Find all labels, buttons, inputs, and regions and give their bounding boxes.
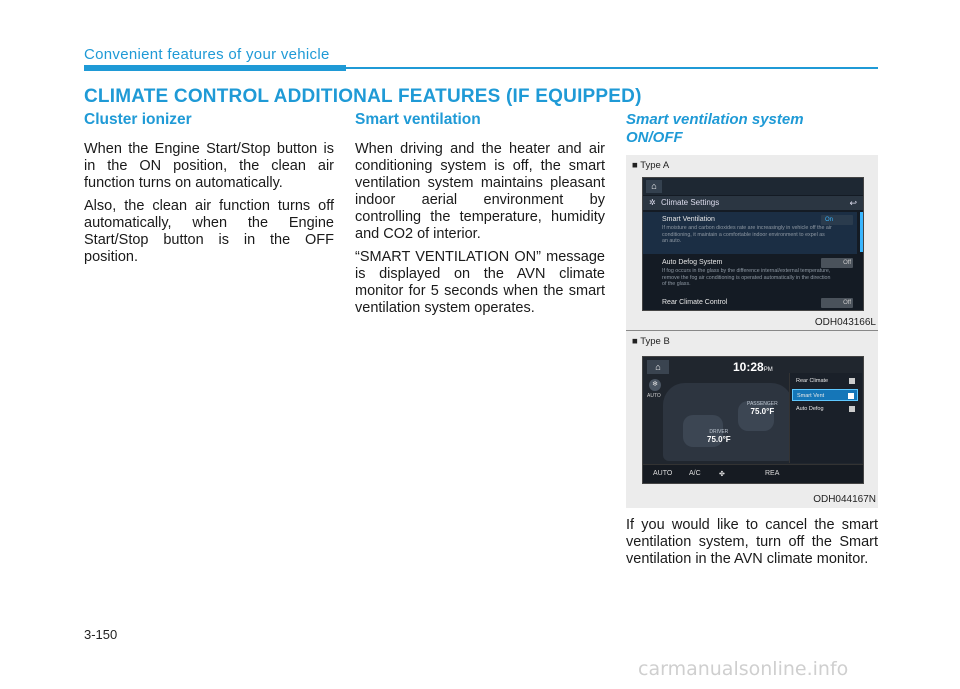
heading-line-2: ON/OFF <box>626 129 683 146</box>
column-cluster-ionizer <box>84 111 334 272</box>
checkbox[interactable] <box>849 378 855 384</box>
cancel-instructions: If you would like to cancel the smart ventilation system, turn off the Smart ventilation in the AVN climate monitor. <box>626 517 878 567</box>
passenger-temp: 75.0°F <box>750 407 775 416</box>
header-rule <box>346 67 878 69</box>
back-icon[interactable]: ↩ <box>849 198 857 208</box>
section-header: Convenient features of your vehicle <box>84 46 330 63</box>
menu-item-smart-vent[interactable] <box>792 389 858 401</box>
fan-icon[interactable]: ✤ <box>719 471 725 478</box>
figure-a-label: ■ Type A <box>632 160 670 171</box>
smart-ventilation-toggle[interactable]: On <box>821 215 853 225</box>
rear-climate-toggle[interactable]: Off <box>821 298 853 308</box>
scrollbar[interactable] <box>860 212 863 252</box>
menu-item-rear-climate[interactable] <box>792 375 858 387</box>
auto-defog-label: Auto Defog System <box>662 259 723 266</box>
screen-titlebar <box>643 196 863 210</box>
rear-climate-label: Rear Climate Control <box>662 299 728 306</box>
screen-title: Climate Settings <box>661 198 720 207</box>
driver-label: DRIVER <box>709 429 729 435</box>
figure-a-code: ODH043166L <box>814 317 876 328</box>
screen-topbar <box>643 178 863 195</box>
page-title: CLIMATE CONTROL ADDITIONAL FEATURES (IF EQUIPPED) <box>84 86 642 107</box>
smart-ventilation-row[interactable] <box>643 212 857 254</box>
column-smart-ventilation <box>355 111 605 323</box>
auto-button[interactable]: AUTO <box>653 470 673 477</box>
rear-button[interactable]: REA <box>765 470 780 477</box>
header-bar <box>84 65 346 71</box>
passenger-zone <box>747 401 778 416</box>
smart-ventilation-para-2: “SMART VENTILATION ON” message is displayed on the AVN climate monitor for 5 seconds when the smart ventilation system operates. <box>355 249 605 316</box>
cluster-ionizer-para-2: Also, the clean air function turns off automatically, when the Engine Start/Stop button is in the OFF position. <box>84 198 334 265</box>
heading-line-1: Smart ventilation system <box>626 111 804 128</box>
figure-b-label: ■ Type B <box>632 336 670 347</box>
rear-climate-row[interactable] <box>643 296 857 310</box>
home-icon[interactable]: ⌂ <box>647 360 669 374</box>
auto-defog-desc: If fog occurs in the glass by the difference internal/external temperature, remove the fog air conditioning is operated automatically in the direction of the glass. <box>662 268 831 288</box>
page-number: 3-150 <box>84 627 118 642</box>
menu-item-label: Smart Vent <box>797 393 825 399</box>
figure-type-b <box>626 331 878 508</box>
checkbox[interactable] <box>848 393 854 399</box>
smart-ventilation-para-1: When driving and the heater and air conditioning system is off, the smart ventilation system maintains pleasant indoor aerial environment by controlling the temperature, humidity and CO2 of interior. <box>355 141 605 242</box>
defrost-icon[interactable]: ❄ <box>649 379 661 391</box>
passenger-label: PASSENGER <box>747 401 778 407</box>
menu-item-label: Auto Defog <box>796 406 824 412</box>
watermark: carmanualsonline.info <box>638 658 849 680</box>
cluster-ionizer-heading: Cluster ionizer <box>84 111 192 128</box>
smart-ventilation-heading: Smart ventilation <box>355 111 481 128</box>
smart-ventilation-onoff-heading <box>626 111 878 147</box>
clock-time: 10:28 <box>733 360 764 374</box>
auto-small-label: AUTO <box>647 393 661 399</box>
smart-ventilation-label: Smart Ventilation <box>662 216 715 223</box>
ac-button[interactable]: A/C <box>689 470 701 477</box>
menu-item-label: Rear Climate <box>796 378 829 384</box>
climate-settings-screen <box>642 177 864 311</box>
cluster-ionizer-para-1: When the Engine Start/Stop button is in the ON position, the clean air function turns on automatically. <box>84 141 334 191</box>
smart-ventilation-desc: If moisture and carbon dioxides rate are increasingly in vehicle off the air conditioning, it maintain a comfortable indoor environment to expel as an auto. <box>662 225 832 245</box>
driver-zone <box>707 429 731 444</box>
column-smart-ventilation-onoff <box>626 111 878 147</box>
clock <box>733 360 773 374</box>
gear-icon: ✲ <box>649 198 656 207</box>
auto-defog-toggle[interactable]: Off <box>821 258 853 268</box>
auto-defog-row[interactable] <box>643 256 857 298</box>
menu-item-auto-defog[interactable] <box>792 403 858 415</box>
climate-side-menu <box>789 373 862 463</box>
home-icon[interactable]: ⌂ <box>646 180 662 193</box>
figure-b-code: ODH044167N <box>813 494 876 505</box>
clock-ampm: PM <box>763 367 773 373</box>
driver-temp: 75.0°F <box>707 435 731 444</box>
figure-type-a <box>626 155 878 330</box>
climate-bottom-bar <box>643 464 863 483</box>
climate-monitor-screen <box>642 356 864 484</box>
checkbox[interactable] <box>849 406 855 412</box>
